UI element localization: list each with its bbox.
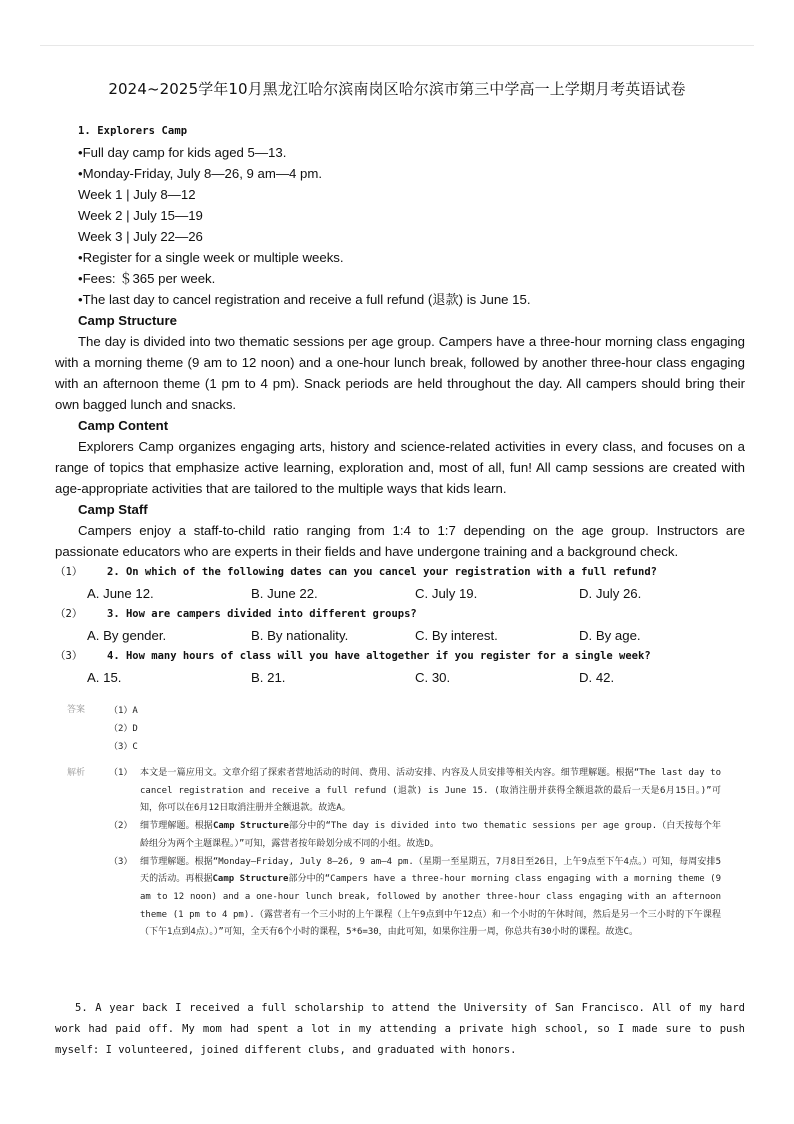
question-number: （3）	[55, 650, 83, 662]
week-3: Week 3 | July 22—26	[78, 229, 203, 244]
question-3	[55, 646, 745, 667]
option-b: B. June 22.	[251, 586, 318, 601]
explanation-list	[109, 765, 721, 942]
bullet-register: •Register for a single week or multiple weeks.	[78, 250, 344, 265]
explanation-text-post: 部分中的“The day is divided into two thematic sessions per age group.（白天按每个年龄组分为两个主题课程。）”可知，露营者按年龄划分成不同的小组。故选D。	[140, 821, 721, 849]
explanation-text	[140, 818, 721, 853]
question-1-options	[55, 583, 745, 604]
answer-item: （1）A	[109, 706, 138, 716]
option-b: B. By nationality.	[251, 628, 349, 643]
option-c: C. 30.	[415, 670, 451, 685]
section-text-staff: Campers enjoy a staff-to-child ratio ranging from 1:4 to 1:7 depending on the age group. Instructors are passionate educators who are experts in their fields and have undergone training and a background check.	[55, 523, 745, 559]
answer-section	[67, 702, 747, 756]
explanation-text-post: 部分中的“Campers have a three-hour morning class engaging with a morning theme (9 am to 12 noon) and a one-hour lunch break, followed by another three-hour class engaging with an afternoon theme (1 pm to 4 pm).（露营者有一个三小时的上午课程（上午9点到中午12点）和一个小时的午休时间，然后是另一个三小时的下午课程（下午1点到4点）。）”可知，全天有6个小时的课程，5*6=30，由此可知，如果你注册一周，你总共有30小时的课程。故选C。	[140, 874, 721, 938]
question-1	[55, 562, 745, 583]
question-2-options	[55, 625, 745, 646]
top-rule	[40, 45, 754, 46]
passage	[55, 121, 745, 688]
explanation-text-bold: Camp Structure	[212, 874, 289, 885]
question-5-text: 5. A year back I received a full scholarship to attend the University of San Francisco. All of my hard work had paid off. My mom had spent a lot in my attending a private high school, so I made sure to push myself: I volunteered, joined different clubs, and graduated with honors.	[55, 1002, 745, 1056]
explanation-number: （2）	[109, 821, 133, 832]
explanation-text-pre: 细节理解题。根据	[140, 821, 213, 832]
question-text: 4. How many hours of class will you have altogether if you register for a single week?	[107, 650, 651, 662]
explanation-number: （3）	[109, 856, 133, 867]
option-b: B. 21.	[251, 670, 286, 685]
explanation-text	[140, 854, 721, 943]
explanation-label: 解析	[67, 768, 86, 778]
question-number: （2）	[55, 608, 83, 620]
question-3-options	[55, 667, 745, 688]
explanation-text-bold: Camp Structure	[212, 821, 289, 832]
option-d: D. By age.	[579, 628, 641, 643]
question-text: 3. How are campers divided into different groups?	[107, 608, 417, 620]
question-text: 2. On which of the following dates can you cancel your registration with a full refund?	[107, 566, 657, 578]
week-2: Week 2 | July 15—19	[78, 208, 203, 223]
explanation-text-pre: 细节理解题。根据“Monday—Friday, July 8—26, 9 am—4 pm.（星期一至星期五，7月8日至26日，上午9点至下午4点。）可知，每周安排5天的活动。再根据	[140, 856, 721, 885]
question-2	[55, 604, 745, 625]
explanation-item-1	[109, 765, 721, 818]
explanation-section	[67, 765, 747, 942]
section-head-content: Camp Content	[78, 418, 169, 433]
answer-item: （3）C	[109, 742, 138, 752]
answer-list	[109, 702, 138, 756]
passage-heading: 1. Explorers Camp	[78, 125, 188, 137]
week-1: Week 1 | July 8—12	[78, 187, 196, 202]
explanation-number: （1）	[109, 768, 133, 778]
answer-label: 答案	[67, 705, 86, 715]
option-a: A. June 12.	[87, 586, 154, 601]
option-c: C. July 19.	[415, 586, 478, 601]
question-number: （1）	[55, 566, 83, 578]
section-head-structure: Camp Structure	[78, 313, 177, 328]
option-a: A. 15.	[87, 670, 122, 685]
option-c: C. By interest.	[415, 628, 498, 643]
explanation-text: 本文是一篇应用文。文章介绍了探索者营地活动的时间、费用、活动安排、内容及人员安排等相关内容。细节理解题。根据“The last day to cancel registration and receive a full refund (退款) is June 15. (取消注册并获得全额退款的最后一天是6月15日。)”可知，你可以在6月12日取消注册并全额退款。故选A。	[140, 768, 721, 814]
section-head-staff: Camp Staff	[78, 502, 148, 517]
bullet-ages: •Full day camp for kids aged 5—13.	[78, 145, 287, 160]
answer-explanation-block	[67, 702, 747, 942]
page-title: 2024~2025学年10月黑龙江哈尔滨南岗区哈尔滨市第三中学高一上学期月考英语试卷	[108, 80, 686, 98]
question-5-passage	[55, 998, 745, 1061]
bullet-refund: •The last day to cancel registration and receive a full refund (退款) is June 15.	[78, 292, 531, 307]
bullet-fees: •Fees: ＄365 per week.	[78, 271, 216, 286]
explanation-item-2	[109, 818, 721, 853]
section-text-content: Explorers Camp organizes engaging arts, history and science-related activities in every class, and focuses on a range of topics that emphasize active learning, exploration and, most of all, fun! All camp sessions are created with age-appropriate activities that are tailored to the multiple ways that kids learn.	[55, 439, 745, 496]
option-a: A. By gender.	[87, 628, 167, 643]
bullet-schedule: •Monday-Friday, July 8—26, 9 am—4 pm.	[78, 166, 323, 181]
section-text-structure: The day is divided into two thematic sessions per age group. Campers have a three-hour morning class engaging with a morning theme (9 am to 12 noon) and a one-hour lunch break, followed by another three-hour class engaging with an afternoon theme (1 pm to 4 pm). Snack periods are held throughout the day. All campers should bring their own bagged lunch and snacks.	[55, 334, 745, 412]
answer-item: （2）D	[109, 724, 138, 734]
option-d: D. 42.	[579, 670, 615, 685]
option-d: D. July 26.	[579, 586, 642, 601]
explanation-item-3	[109, 854, 721, 943]
